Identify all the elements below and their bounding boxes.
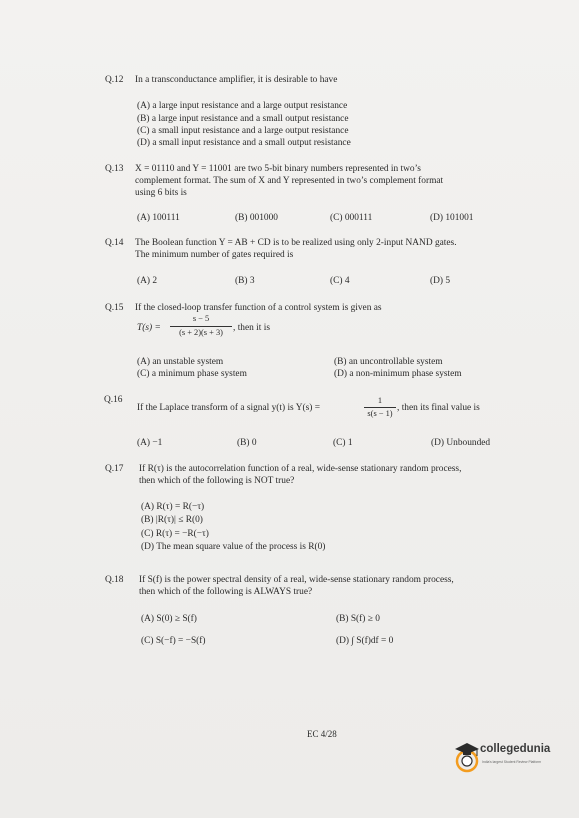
- option-a: (A) S(0) ≥ S(f): [141, 614, 197, 624]
- question-stem-line: complement format. The sum of X and Y represented in two’s complement format: [135, 176, 444, 186]
- option-d: (D) a non-minimum phase system: [334, 369, 462, 379]
- option-c: (C) S(−f) = −S(f): [141, 636, 206, 646]
- question-number: Q.14: [105, 238, 124, 248]
- question-stem-suffix: , then its final value is: [397, 403, 480, 413]
- question-number: Q.12: [105, 75, 124, 85]
- logo-tagline: India's largest Student Review Platform: [482, 760, 542, 764]
- option-a: (A) an unstable system: [137, 357, 224, 367]
- option-c: (C) R(τ) = −R(−τ): [141, 529, 209, 539]
- option-d: (D) 101001: [430, 213, 474, 223]
- option-a: (A) 100111: [137, 213, 180, 223]
- question-number: Q.15: [105, 303, 124, 313]
- fraction-bar: [364, 407, 396, 408]
- option-c: (C) 1: [333, 438, 353, 448]
- option-b: (B) |R(τ)| ≤ R(0): [141, 515, 203, 525]
- option-d: (D) ∫ S(f)df = 0: [336, 636, 394, 646]
- option-d: (D) 5: [430, 276, 451, 286]
- formula-numerator: s − 5: [192, 314, 210, 323]
- question-stem: In a transconductance amplifier, it is desirable to have: [135, 75, 338, 85]
- question-number: Q.13: [105, 164, 124, 174]
- question-number: Q.17: [105, 464, 124, 474]
- question-stem-line: then which of the following is NOT true?: [139, 476, 295, 486]
- formula-denominator: s(s − 1): [367, 409, 393, 418]
- question-stem-prefix: If the Laplace transform of a signal y(t) is Y(s) =: [137, 403, 320, 413]
- option-c: (C) 000111: [330, 213, 373, 223]
- option-a: (A) 2: [137, 276, 158, 286]
- option-b: (B) 001000: [235, 213, 278, 223]
- option-b: (B) 3: [235, 276, 255, 286]
- collegedunia-logo: [453, 739, 573, 781]
- question-stem-line: The Boolean function Y = AB + CD is to be realized using only 2-input NAND gates.: [135, 238, 457, 248]
- fraction-bar: [170, 326, 232, 327]
- page-number: EC 4/28: [307, 729, 337, 739]
- option-b: (B) 0: [237, 438, 257, 448]
- question-stem-line: The minimum number of gates required is: [135, 250, 294, 260]
- option-a: (A) −1: [137, 438, 163, 448]
- option-c: (C) a minimum phase system: [137, 369, 247, 379]
- question-number: Q.18: [105, 575, 124, 585]
- option-b: (B) a large input resistance and a small output resistance: [137, 114, 349, 124]
- question-stem-line: If R(τ) is the autocorrelation function of a real, wide-sense stationary random process,: [139, 464, 462, 474]
- graduate-cap-icon: [453, 741, 483, 773]
- option-b: (B) an uncontrollable system: [334, 357, 443, 367]
- option-a: (A) a large input resistance and a large output resistance: [137, 101, 348, 111]
- option-c: (C) 4: [330, 276, 350, 286]
- question-stem-line: using 6 bits is: [135, 188, 187, 198]
- option-d: (D) The mean square value of the process is R(0): [141, 542, 326, 552]
- formula-lhs: T(s) =: [137, 323, 161, 333]
- option-c: (C) a small input resistance and a large output resistance: [137, 126, 349, 136]
- question-stem: If the closed-loop transfer function of a control system is given as: [135, 303, 382, 313]
- option-d: (D) Unbounded: [431, 438, 491, 448]
- question-number: Q.16: [104, 395, 123, 405]
- option-b: (B) S(f) ≥ 0: [336, 614, 380, 624]
- question-stem-line: X = 01110 and Y = 11001 are two 5-bit binary numbers represented in two’s: [135, 164, 421, 174]
- logo-brand: collegedunia: [480, 743, 551, 755]
- formula-suffix: , then it is: [233, 323, 270, 333]
- option-d: (D) a small input resistance and a small output resistance: [137, 138, 351, 148]
- option-a: (A) R(τ) = R(−τ): [141, 502, 205, 512]
- formula-numerator: 1: [377, 396, 383, 405]
- question-stem-line: then which of the following is ALWAYS true?: [139, 587, 313, 597]
- question-stem-line: If S(f) is the power spectral density of a real, wide-sense stationary random process,: [139, 575, 454, 585]
- formula-denominator: (s + 2)(s + 3): [179, 328, 223, 337]
